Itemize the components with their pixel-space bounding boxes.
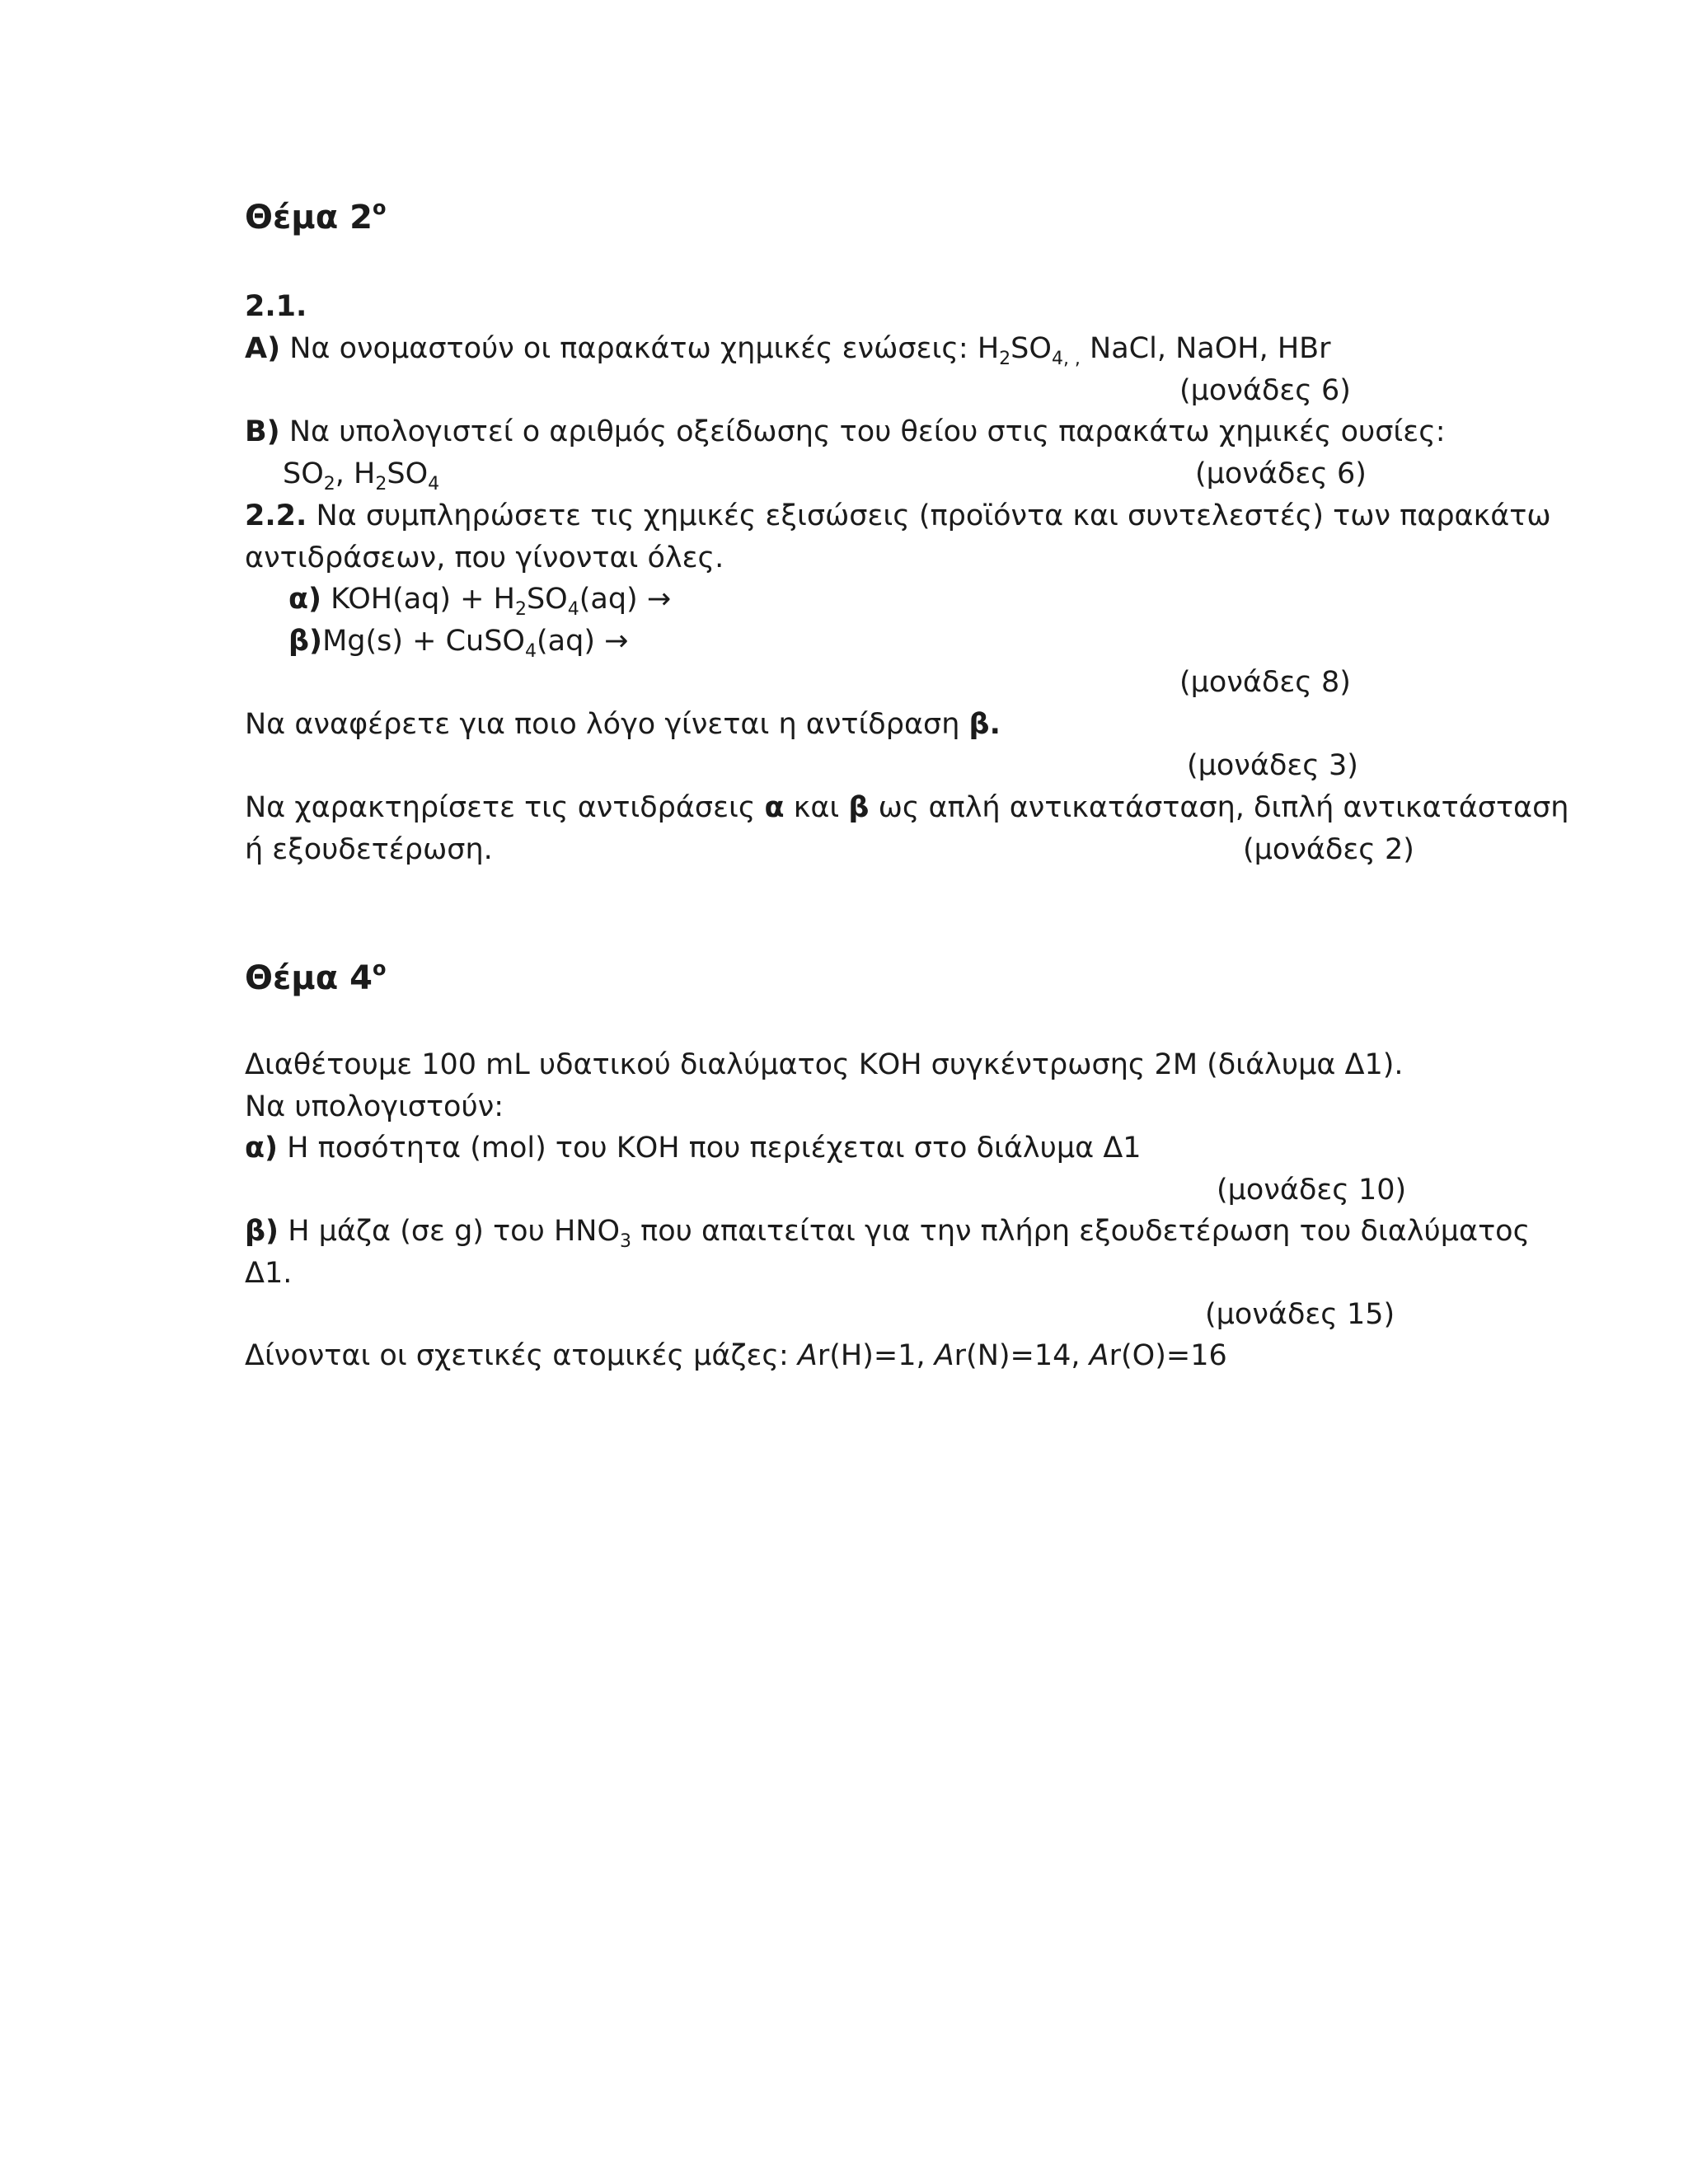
section-2-title: Θέμα $2^o$ (245, 196, 387, 237)
atomic-masses: Δίνονται οι σχετικές ατομικές μάζες: Ar(H)=1, Ar(N)=14, Ar(O)=16 (245, 1339, 1227, 1372)
points-reason: (μονάδες 3) (1187, 749, 1358, 782)
question-2-2-cont: αντιδράσεων, που γίνονται όλες. (245, 541, 724, 574)
points-2-1-B: (μονάδες 6) (1195, 457, 1367, 490)
points-4-b: (μονάδες 15) (1205, 1298, 1395, 1331)
section-4-calc: Να υπολογιστούν: (245, 1090, 504, 1123)
section-4-intro: Διαθέτουμε 100 mL υδατικού διαλύματος ΚΟΗ συγκέντρωσης 2Μ (διάλυμα Δ1). (245, 1048, 1404, 1081)
points-2-2: (μονάδες 8) (1179, 666, 1351, 699)
question-4-b: β) Η μάζα (σε g) του $HNO_3$ που απαιτείται για την πλήρη εξουδετέρωση του διαλύματος (245, 1215, 1531, 1252)
points-characterize: (μονάδες 2) (1243, 833, 1414, 866)
points-4-a: (μονάδες 10) (1217, 1174, 1407, 1207)
reaction-b: β)Mg(s) + CuSO$_4$(aq) → (288, 625, 629, 662)
question-characterize-cont: ή εξουδετέρωση. (245, 833, 493, 866)
question-2-1-B: B) Να υπολογιστεί ο αριθμός οξείδωσης του θείου στις παρακάτω χημικές ουσίες: (245, 415, 1446, 448)
question-4-a: α) Η ποσότητα (mol) του ΚΟΗ που περιέχεται στο διάλυμα Δ1 (245, 1132, 1142, 1165)
question-reason: Να αναφέρετε για ποιο λόγο γίνεται η αντίδραση β. (245, 708, 1001, 741)
question-2-1-B-formulas: $SO_2$, $H_2SO_4$ (283, 457, 440, 494)
section-4-title: Θέμα $4^o$ (245, 957, 387, 997)
question-2-1-label: 2.1. (245, 290, 307, 323)
reaction-a: α) $KOH(aq) + H_2SO_4(aq)$ → (288, 583, 672, 620)
question-characterize: Να χαρακτηρίσετε τις αντιδράσεις α και β ως απλή αντικατάσταση, διπλή αντικατάσταση (245, 791, 1569, 824)
question-4-b-cont: Δ1. (245, 1257, 293, 1290)
points-2-1-A: (μονάδες 6) (1179, 374, 1351, 407)
question-2-2: 2.2. Να συμπληρώσετε τις χημικές εξισώσεις (προϊόντα και συντελεστές) των παρακάτω (245, 499, 1551, 532)
question-2-1-A: A) Να ονομαστούν οι παρακάτω χημικές ενώσεις: $H_2SO_{4, ,}$ NaCl, NaOH, HBr (245, 332, 1331, 369)
